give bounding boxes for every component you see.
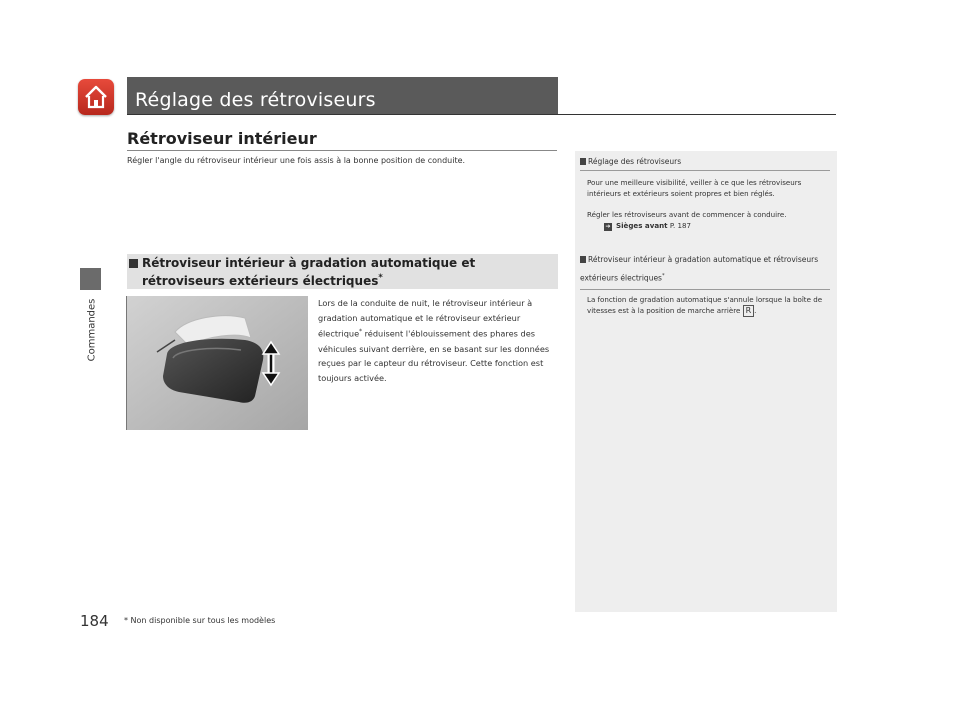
note-2-header: [580, 252, 830, 287]
note-2: [580, 252, 830, 317]
side-tab-marker: [80, 268, 101, 290]
availability-star: *: [378, 272, 383, 282]
header-divider: [127, 114, 836, 115]
footnote-star: *: [124, 616, 128, 625]
home-icon[interactable]: [78, 79, 114, 115]
subsection-title-text: Rétroviseur intérieur à gradation automatique et rétroviseurs extérieurs électriques: [142, 256, 476, 288]
intro-text: Régler l'angle du rétroviseur intérieur une fois assis à la bonne position de conduite.: [127, 156, 466, 165]
note-1-link-label: Sièges avant: [616, 221, 668, 230]
page-title: Réglage des rétroviseurs: [135, 89, 376, 111]
mirror-illustration: [126, 296, 308, 430]
mirror-drawing: [127, 296, 308, 430]
note-2-divider: [580, 289, 830, 290]
footnote-text: Non disponible sur tous les modèles: [130, 616, 276, 625]
reverse-gear-icon: R: [743, 305, 755, 317]
note-1-link-page: P. 187: [669, 221, 692, 230]
note-2-paragraph: [587, 294, 830, 317]
note-2-end: .: [754, 305, 757, 315]
note-2-text: La fonction de gradation automatique s'annule lorsque la boîte de vitesses est à la position de marche arrière: [587, 294, 823, 315]
note-icon: [580, 256, 586, 263]
notes-panel: [575, 151, 837, 612]
note-1-paragraph-1: Pour une meilleure visibilité, veiller à ce que les rétroviseurs intérieurs et extérieurs soient propres et bien réglés.: [587, 178, 802, 198]
note-1-title: Réglage des rétroviseurs: [588, 157, 682, 166]
note-1-header: [580, 157, 830, 166]
body-part1: Lors de la conduite de nuit, le rétroviseur intérieur à gradation automatique et le rétroviseur extérieur électrique: [318, 298, 533, 339]
note-2-title: Rétroviseur intérieur à gradation automatique et rétroviseurs extérieurs électriques: [580, 255, 819, 283]
page-number: 184: [80, 612, 109, 630]
body-part2: réduisent l'éblouissement des phares des véhicules suivant derrière, en se basant sur les données reçues par le capteur du rétroviseur. Cette fonction est toujours activée.: [318, 328, 550, 383]
note-1-paragraph-2: Régler les rétroviseurs avant de commencer à conduire.: [587, 210, 787, 219]
arrow-link-icon: ➔: [605, 223, 611, 230]
subsection-title: [142, 256, 547, 288]
side-tab-label: Commandes: [86, 298, 98, 362]
note-1-divider: [580, 170, 830, 171]
subsection-bullet: [129, 259, 138, 268]
subsection-body: [318, 296, 558, 385]
note-1-link[interactable]: [604, 220, 830, 231]
home-glyph: [83, 84, 109, 110]
note-icon: [580, 158, 586, 165]
footnote: [124, 616, 275, 625]
note-1: [580, 157, 830, 231]
note-2-star: *: [661, 273, 665, 279]
section-heading: Rétroviseur intérieur: [127, 129, 317, 148]
section-divider: [127, 150, 557, 151]
body-star: *: [359, 329, 363, 336]
